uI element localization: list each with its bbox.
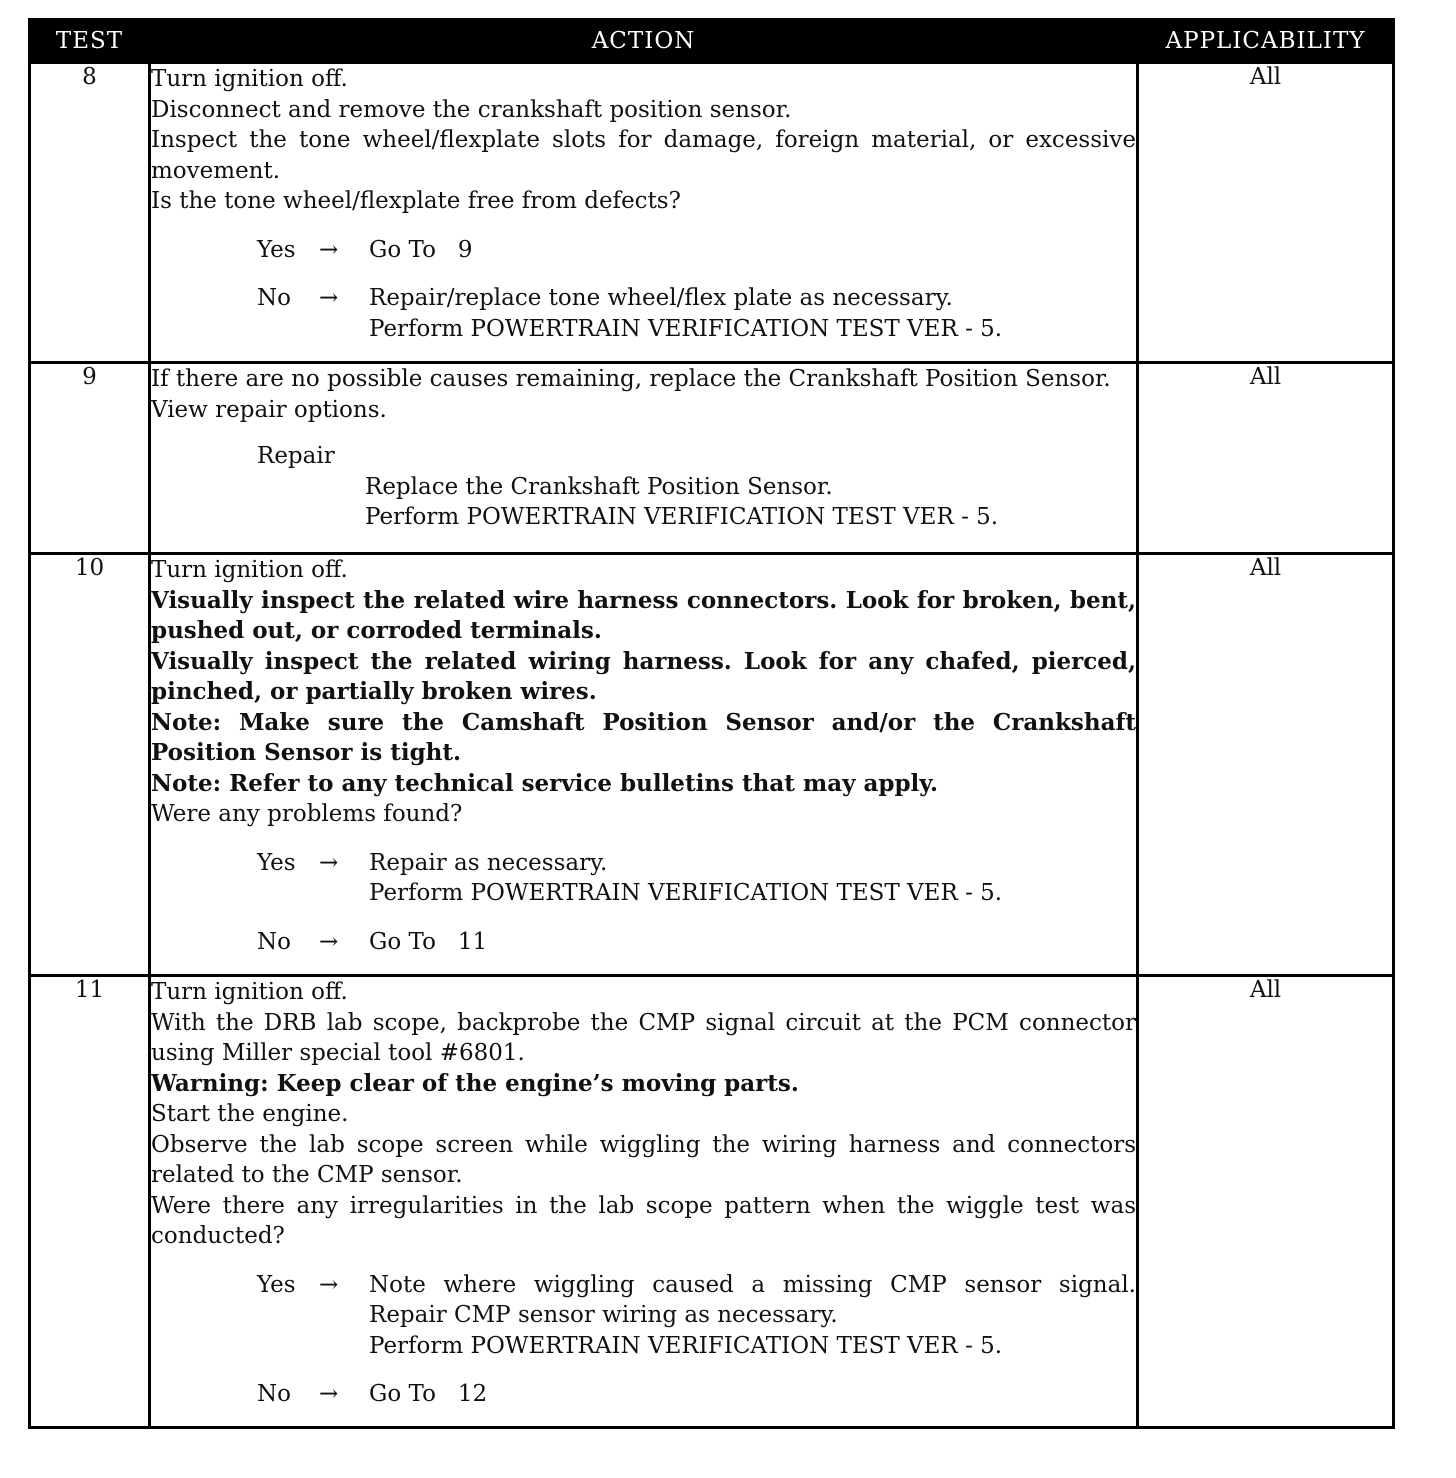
table-row xyxy=(30,63,1394,363)
applicability-value: All xyxy=(1138,63,1394,363)
answer-list xyxy=(151,848,1136,958)
action-line: With the DRB lab scope, backprobe the CMP signal circuit at the PCM connector using Miller special tool #6801. xyxy=(151,1009,1136,1066)
answer-no xyxy=(151,283,1136,344)
answer-yes xyxy=(151,1270,1136,1362)
test-number: 10 xyxy=(30,554,150,976)
header-action: ACTION xyxy=(150,20,1138,63)
answer-list xyxy=(151,1270,1136,1410)
action-cell xyxy=(150,63,1138,363)
table-row xyxy=(30,363,1394,554)
answer-line: Note where wiggling caused a missing CMP sensor signal. Repair CMP sensor wiring as necessary. xyxy=(369,1271,1136,1328)
action-cell xyxy=(150,554,1138,976)
note-line: Note: Make sure the Camshaft Position Sensor and/or the Crankshaft Position Sensor is tight. xyxy=(151,708,1136,766)
answer-line: Repair/replace tone wheel/flex plate as necessary. xyxy=(369,285,953,311)
arrow-right-icon: → xyxy=(319,285,339,311)
arrow-right-icon: → xyxy=(319,236,339,263)
note-line: Note: Refer to any technical service bulletins that may apply. xyxy=(151,769,939,797)
answer-label: Yes xyxy=(257,849,296,876)
action-line: Start the engine. xyxy=(151,1101,349,1127)
test-number: 8 xyxy=(30,63,150,363)
answer-label: Yes xyxy=(257,1271,296,1298)
action-line: Turn ignition off. xyxy=(151,66,348,92)
action-line-bold: Visually inspect the related wire harness connectors. Look for broken, bent, pushed out, or corroded terminals. xyxy=(151,586,1136,644)
answer-label: No xyxy=(257,928,291,955)
arrow-right-icon: → xyxy=(319,1271,339,1298)
diagnostic-table xyxy=(28,18,1395,1429)
repair-steps xyxy=(365,472,1136,533)
action-line-bold: Visually inspect the related wiring harness. Look for any chafed, pierced, pinched, or partially broken wires. xyxy=(151,647,1136,705)
answer-line: Perform POWERTRAIN VERIFICATION TEST VER - 5. xyxy=(369,315,1003,342)
arrow-right-icon: → xyxy=(319,849,339,876)
answer-yes xyxy=(151,848,1136,909)
repair-line: Replace the Crankshaft Position Sensor. xyxy=(365,473,833,500)
action-line: Were there any irregularities in the lab scope pattern when the wiggle test was conducted? xyxy=(151,1192,1136,1249)
test-number: 11 xyxy=(30,976,150,1428)
answer-label: Yes xyxy=(257,236,296,263)
answer-text xyxy=(369,1270,1136,1362)
answer-line: Go To 12 xyxy=(369,1381,488,1407)
repair-options xyxy=(257,441,1136,533)
arrow-right-icon: → xyxy=(319,928,339,955)
answer-line: Go To 11 xyxy=(369,928,488,955)
answer-text xyxy=(369,1379,1136,1410)
warning-line: Warning: Keep clear of the engine’s moving parts. xyxy=(151,1069,799,1097)
answer-line: Perform POWERTRAIN VERIFICATION TEST VER - 5. xyxy=(369,1332,1003,1359)
answer-text xyxy=(369,283,1136,344)
arrow-right-icon: → xyxy=(319,1381,339,1407)
action-line: Turn ignition off. xyxy=(151,557,348,583)
answer-line: Perform POWERTRAIN VERIFICATION TEST VER - 5. xyxy=(369,880,1003,906)
header-test: TEST xyxy=(30,20,150,63)
answer-text xyxy=(369,235,1136,266)
answer-text xyxy=(369,848,1136,909)
answer-text xyxy=(369,927,1136,958)
action-line: Observe the lab scope screen while wiggling the wiring harness and connectors related to the CMP sensor. xyxy=(151,1131,1136,1188)
action-cell xyxy=(150,363,1138,554)
table-header-row xyxy=(30,20,1394,63)
answer-label: No xyxy=(257,1381,291,1407)
action-line: Were any problems found? xyxy=(151,801,463,827)
answer-list xyxy=(151,235,1136,345)
repair-line: Perform POWERTRAIN VERIFICATION TEST VER - 5. xyxy=(365,504,999,530)
action-line: Disconnect and remove the crankshaft position sensor. xyxy=(151,96,792,123)
answer-label: No xyxy=(257,285,291,311)
answer-line: Repair as necessary. xyxy=(369,849,608,876)
action-line: Is the tone wheel/flexplate free from defects? xyxy=(151,188,681,214)
table-row xyxy=(30,554,1394,976)
action-line: Turn ignition off. xyxy=(151,979,348,1005)
table-row xyxy=(30,976,1394,1428)
repair-label: Repair xyxy=(257,443,335,469)
answer-line: Go To 9 xyxy=(369,236,473,263)
action-cell xyxy=(150,976,1138,1428)
applicability-value: All xyxy=(1138,363,1394,554)
answer-yes xyxy=(151,235,1136,266)
applicability-value: All xyxy=(1138,976,1394,1428)
action-line: View repair options. xyxy=(151,396,387,423)
header-applicability: APPLICABILITY xyxy=(1138,20,1394,63)
applicability-value: All xyxy=(1138,554,1394,976)
test-number: 9 xyxy=(30,363,150,554)
answer-no xyxy=(151,1379,1136,1410)
action-line: If there are no possible causes remaining, replace the Crankshaft Position Sensor. xyxy=(151,366,1111,392)
action-line: Inspect the tone wheel/flexplate slots for damage, foreign material, or excessive movement. xyxy=(151,127,1136,184)
answer-no xyxy=(151,927,1136,958)
